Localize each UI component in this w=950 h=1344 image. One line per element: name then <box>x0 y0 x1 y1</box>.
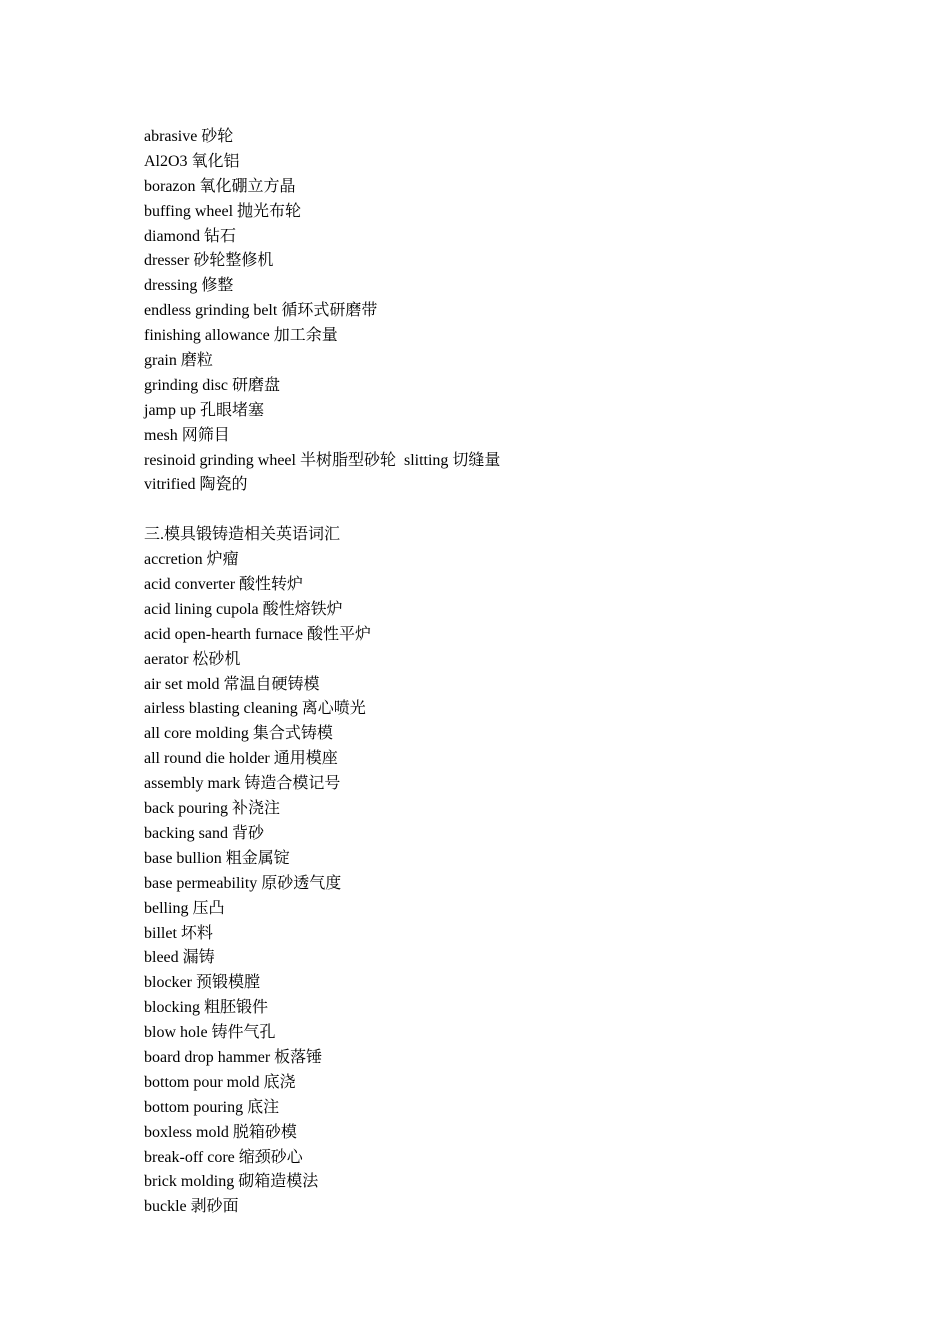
vocab-entry: brick molding 砌箱造模法 <box>144 1173 319 1191</box>
vocab-entry: vitrified 陶瓷的 <box>144 476 248 494</box>
vocab-entry: air set mold 常温自硬铸模 <box>144 675 320 693</box>
vocab-entry: aerator 松砂机 <box>144 650 241 668</box>
vocab-entry: grain 磨粒 <box>144 352 213 370</box>
section-gap <box>144 498 844 523</box>
vocab-entry: bottom pour mold 底浇 <box>144 1073 296 1091</box>
vocab-entry: diamond 钻石 <box>144 227 236 245</box>
vocab-entry: boxless mold 脱箱砂模 <box>144 1123 297 1141</box>
vocab-entry: Al2O3 氧化铝 <box>144 152 240 170</box>
vocab-entry: break-off core 缩颈砂心 <box>144 1148 303 1166</box>
vocab-entry: acid open-hearth furnace 酸性平炉 <box>144 625 372 643</box>
vocab-entry: bottom pouring 底注 <box>144 1098 280 1116</box>
vocab-entry: buckle 剥砂面 <box>144 1198 239 1216</box>
vocab-entry: all round die holder 通用模座 <box>144 750 338 768</box>
vocab-entry: billet 坏料 <box>144 924 213 942</box>
vocab-entry: bleed 漏铸 <box>144 949 215 967</box>
vocab-entry: resinoid grinding wheel 半树脂型砂轮 slitting 切缝量 <box>144 451 501 469</box>
vocab-entry: acid converter 酸性转炉 <box>144 576 304 594</box>
vocab-entry: acid lining cupola 酸性熔铁炉 <box>144 600 343 618</box>
vocab-entry: grinding disc 研磨盘 <box>144 376 280 394</box>
vocab-entry: blocking 粗胚锻件 <box>144 999 268 1017</box>
vocab-entry: base bullion 粗金属锭 <box>144 849 290 867</box>
vocab-entry: accretion 炉瘤 <box>144 551 239 569</box>
vocab-entry: finishing allowance 加工余量 <box>144 327 338 345</box>
vocab-entry: endless grinding belt 循环式研磨带 <box>144 302 378 320</box>
vocab-entry: all core molding 集合式铸模 <box>144 725 333 743</box>
vocab-entry: back pouring 补浇注 <box>144 800 280 818</box>
vocab-entry: dresser 砂轮整修机 <box>144 252 274 270</box>
document-page <box>144 125 844 1220</box>
vocab-section-casting <box>144 523 844 1220</box>
vocab-entry: airless blasting cleaning 离心喷光 <box>144 700 366 718</box>
vocab-entry: blow hole 铸件气孔 <box>144 1024 276 1042</box>
vocab-entry: blocker 预锻模膛 <box>144 974 260 992</box>
vocab-entry: board drop hammer 板落锤 <box>144 1048 323 1066</box>
section-heading: 三.模具锻铸造相关英语词汇 <box>144 526 341 544</box>
vocab-entry: backing sand 背砂 <box>144 824 264 842</box>
vocab-entry: buffing wheel 抛光布轮 <box>144 202 302 220</box>
vocab-entry: abrasive 砂轮 <box>144 128 234 145</box>
vocab-entry: jamp up 孔眼堵塞 <box>144 401 264 419</box>
vocab-entry: assembly mark 铸造合模记号 <box>144 775 341 793</box>
vocab-entry: mesh 网筛目 <box>144 426 230 444</box>
vocab-entry: dressing 修整 <box>144 277 234 295</box>
vocab-entry: belling 压凸 <box>144 899 225 917</box>
vocab-entry: base permeability 原砂透气度 <box>144 874 342 892</box>
vocab-entry: borazon 氧化硼立方晶 <box>144 177 296 195</box>
vocab-list-grinding <box>144 125 844 498</box>
